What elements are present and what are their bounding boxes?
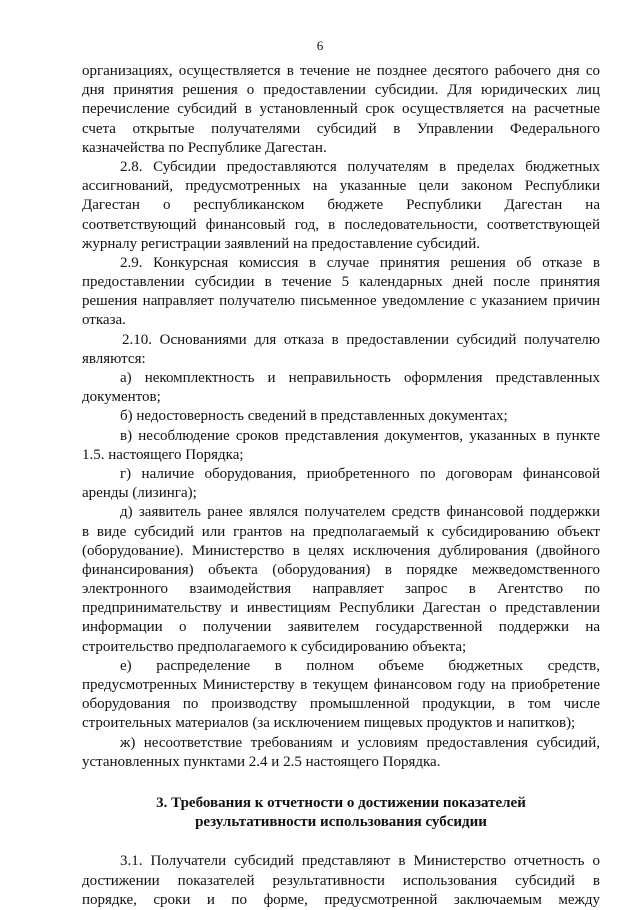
section-heading-line: результативности использования субсидии <box>195 814 487 831</box>
text-line: дня принятия решения о предоставлении субсидии. Для юридических лиц <box>82 82 600 99</box>
text-line: предпринимательству и инвестициям Республики Дагестан о представлении <box>82 600 600 617</box>
text-line: аренды (лизинга); <box>82 485 197 502</box>
text-line: 3.1. Получатели субсидий представляют в Министерство отчетность о <box>120 853 600 870</box>
text-line: казначейства по Республике Дагестан. <box>82 139 327 156</box>
text-line: 2.8. Субсидии предоставляются получателям в пределах бюджетных <box>120 158 600 175</box>
text-line: ассигнований, предусмотренных на указанные цели законом Республики <box>82 178 600 195</box>
text-line: строительных материалов (за исключением пищевых продуктов и напитков); <box>82 715 576 732</box>
section-3-heading <box>82 794 600 832</box>
list-item-a <box>82 369 600 407</box>
list-item-b <box>82 407 600 426</box>
text-line: перечисление субсидий в установленный срок осуществляется на расчетные <box>82 101 600 118</box>
text-line: решения направляет получателю письменное уведомление с указанием причин <box>82 293 600 310</box>
paragraph-continuation <box>82 62 600 158</box>
text-line: ж) несоответствие требованиям и условиям предоставления субсидий, <box>120 734 600 751</box>
paragraph-2-9 <box>82 254 600 331</box>
list-item-zh <box>82 734 600 772</box>
text-line: порядке, сроки и по форме, предусмотренной заключаемым между <box>82 891 600 908</box>
paragraph-2-10 <box>82 331 600 369</box>
paragraph-3-1 <box>82 852 600 910</box>
text-line: соответствующий финансовый год, в последовательности, соответствующей <box>82 216 600 233</box>
text-line: а) некомплектность и неправильность оформления представленных <box>120 370 600 386</box>
text-line: установленных пунктами 2.4 и 2.5 настоящего Порядка. <box>82 753 441 770</box>
document-body <box>82 62 600 910</box>
text-line: достижении показателей результативности использования субсидий в <box>82 872 600 889</box>
spacer <box>82 772 600 794</box>
section-heading-line: 3. Требования к отчетности о достижении показателей <box>156 794 526 811</box>
text-line: журналу регистрации заявлений на предоставление субсидий. <box>82 235 480 252</box>
text-line: являются: <box>82 350 146 367</box>
text-line: 2.10. Основаниями для отказа в предоставлении субсидий получателю <box>122 331 600 348</box>
text-line: Дагестан о республиканском бюджете Республики Дагестан на <box>82 197 600 214</box>
text-line: предусмотренных Министерству в текущем финансовом году на приобретение <box>82 677 600 693</box>
text-line: 2.9. Конкурсная комиссия в случае принятия решения об отказе в <box>120 254 600 271</box>
text-line: отказа. <box>82 312 126 329</box>
list-item-g <box>82 465 600 503</box>
text-line: организациях, осуществляется в течение не позднее десятого рабочего дня со <box>82 63 600 79</box>
text-line: оборудования по производству промышленной продукции, в том числе <box>82 696 600 713</box>
text-line: е) распределение в полном объеме бюджетных средств, <box>120 657 600 674</box>
paragraph-2-8 <box>82 158 600 254</box>
text-line: информации о получении заявителем государственной поддержки на <box>82 619 600 636</box>
text-line: финансирования) объекта (оборудования) в порядке межведомственного <box>82 561 600 578</box>
text-line: электронного взаимодействия направляет запрос в Агентство по <box>82 581 600 598</box>
text-line: г) наличие оборудования, приобретенного по договорам финансовой <box>120 465 600 482</box>
text-line: счета открытые получателями субсидий в Управлении Федерального <box>82 120 600 137</box>
text-line: 1.5. настоящего Порядка; <box>82 446 244 463</box>
text-line: в виде субсидий или грантов на предполагаемый к субсидированию объект <box>82 523 600 540</box>
list-item-v <box>82 427 600 465</box>
page-number: 6 <box>316 38 324 53</box>
text-line: (оборудование). Министерство в целях исключения дублирования (двойного <box>82 542 600 559</box>
text-line: в) несоблюдение сроков представления документов, указанных в пункте <box>120 427 600 444</box>
text-line: строительство предполагаемого к субсидированию объекта; <box>82 638 467 655</box>
list-item-d <box>82 503 600 657</box>
text-line: документов; <box>82 389 161 406</box>
spacer <box>82 832 600 852</box>
text-line: предоставлении субсидии в течение 5 календарных дней после принятия <box>82 274 600 291</box>
text-line: д) заявитель ранее являлся получателем средств финансовой поддержки <box>120 504 600 521</box>
text-line: б) недостоверность сведений в представленных документах; <box>120 408 508 425</box>
list-item-e <box>82 657 600 734</box>
